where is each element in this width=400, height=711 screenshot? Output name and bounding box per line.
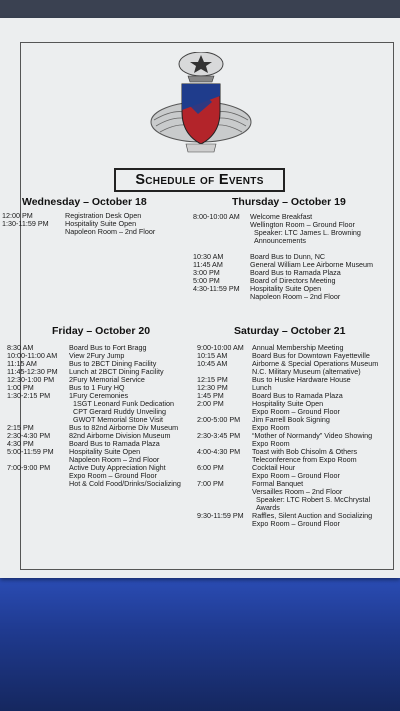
event-description: Hospitality Suite Open <box>65 219 137 228</box>
event-description: Active Duty Appreciation Night <box>69 463 166 472</box>
event-description: Board Bus to Ramada Plaza <box>250 268 341 277</box>
event-time <box>7 408 69 416</box>
event-time: 4:00-4:30 PM <box>197 447 241 456</box>
event-description: Board of Directors Meeting <box>250 276 336 285</box>
schedule-friday <box>7 344 193 488</box>
event-time: 11:45-12:30 PM <box>7 367 58 376</box>
event-time <box>193 221 250 229</box>
event-description: Bus to 2BCT Dining Facility <box>69 359 157 368</box>
event-time <box>7 472 69 480</box>
event-time: 10:45 AM <box>197 359 228 368</box>
event-description: GWOT Memorial Stone Visit <box>73 415 164 424</box>
event-description: Versailles Room – 2nd Floor <box>252 487 343 496</box>
event-description: Speaker: LTC James L. Browning <box>254 228 361 237</box>
event-time: 1:30-2:15 PM <box>7 391 51 400</box>
event-time: 4:30 PM <box>7 439 34 448</box>
unit-crest-with-airborne-wings-icon <box>146 52 256 162</box>
event-description: Lunch at 2BCT Dining Facility <box>69 367 164 376</box>
event-description: Hot & Cold Food/Drinks/Socializing <box>69 479 181 488</box>
schedule-row <box>197 432 397 440</box>
event-time <box>197 488 252 496</box>
event-description: Board Bus to Fort Bragg <box>69 343 147 352</box>
event-time: 8:30 AM <box>7 343 34 352</box>
event-description: Teleconference from Expo Room <box>252 455 357 464</box>
event-time: 3:00 PM <box>193 268 220 277</box>
event-time <box>7 480 69 488</box>
event-description: View 2Fury Jump <box>69 351 125 360</box>
event-time <box>2 228 65 236</box>
event-time <box>193 293 250 301</box>
event-description: Hospitality Suite Open <box>250 284 322 293</box>
event-description: Cocktail Hour <box>252 463 296 472</box>
event-description: Board Bus to Dunn, NC <box>250 252 326 261</box>
event-time <box>193 229 250 237</box>
schedule-row <box>197 456 397 464</box>
event-description: Expo Room – Ground Floor <box>252 519 340 528</box>
event-description: 1Fury Ceremonies <box>69 391 129 400</box>
event-time <box>197 496 252 504</box>
event-time: 12:15 PM <box>197 375 228 384</box>
event-description: Announcements <box>254 236 306 245</box>
event-time <box>7 400 69 408</box>
schedule-wednesday <box>2 212 194 236</box>
event-description: Board Bus to Ramada Plaza <box>69 439 160 448</box>
event-description: Napoleon Room – 2nd Floor <box>65 227 156 236</box>
event-description: Jim Farrell Book Signing <box>252 415 330 424</box>
event-description: CPT Gerard Ruddy Unveiling <box>73 407 166 416</box>
event-description: Bus to 82nd Airborne Div Museum <box>69 423 179 432</box>
event-description: 1SGT Leonard Funk Dedication <box>73 399 174 408</box>
event-description: Raffles, Silent Auction and Socializing <box>252 511 373 520</box>
event-description: Wellington Room – Ground Floor <box>250 220 355 229</box>
event-time: 2:30-4:30 PM <box>7 431 51 440</box>
event-time: 12:30-1:00 PM <box>7 375 55 384</box>
day-heading-friday: Friday – October 20 <box>52 325 151 337</box>
event-description: Expo Room – Ground Floor <box>69 471 157 480</box>
event-description: Board Bus for Downtown Fayetteville <box>252 351 370 360</box>
event-description: Napoleon Room – 2nd Floor <box>250 292 341 301</box>
event-description: Registration Desk Open <box>65 211 142 220</box>
event-description: 2Fury Memorial Service <box>69 375 145 384</box>
event-description: Board Bus to Ramada Plaza <box>252 391 343 400</box>
event-time <box>193 237 250 245</box>
event-description: Expo Room <box>252 439 290 448</box>
event-description: Bus to Huske Hardware House <box>252 375 351 384</box>
event-description: Expo Room <box>252 423 290 432</box>
event-time: 2:00 PM <box>197 399 224 408</box>
event-description: 82nd Airborne Division Museum <box>69 431 171 440</box>
event-time: 11:45 AM <box>193 260 223 269</box>
event-time: 9:30-11:59 PM <box>197 511 244 520</box>
event-time: 5:00-11:59 PM <box>7 447 54 456</box>
background-top-strip <box>0 0 400 20</box>
event-time: 2:15 PM <box>7 423 34 432</box>
event-description: Hospitality Suite Open <box>69 447 141 456</box>
event-time: 2:30-3:45 PM <box>197 431 241 440</box>
schedule-row <box>2 228 194 236</box>
event-time: 12:30 PM <box>197 383 228 392</box>
event-description: Napoleon Room – 2nd Floor <box>69 455 160 464</box>
event-description: “Mother of Normandy” Video Showing <box>252 431 373 440</box>
event-time: 1:30-11:59 PM <box>2 219 49 228</box>
schedule-row <box>197 520 397 528</box>
event-description: Annual Membership Meeting <box>252 343 344 352</box>
event-description: Formal Banquet <box>252 479 304 488</box>
schedule-row <box>193 293 393 301</box>
event-time: 2:00-5:00 PM <box>197 415 241 424</box>
event-time: 4:30-11:59 PM <box>193 284 240 293</box>
schedule-row <box>197 496 397 504</box>
event-time: 6:00 PM <box>197 463 224 472</box>
day-heading-wednesday: Wednesday – October 18 <box>22 196 147 208</box>
event-description: N.C. Military Museum (alternative) <box>252 367 361 376</box>
event-time: 7:00-9:00 PM <box>7 463 51 472</box>
event-time: 12:00 PM <box>2 211 33 220</box>
event-time: 1:45 PM <box>197 391 224 400</box>
schedule-thursday <box>193 213 393 301</box>
schedule-row <box>193 237 393 245</box>
event-time: 10:15 AM <box>197 351 228 360</box>
event-description: Airborne & Special Operations Museum <box>252 359 379 368</box>
event-time: 7:00 PM <box>197 479 224 488</box>
event-description: Speaker: LTC Robert S. McChrystal <box>256 495 371 504</box>
schedule-saturday <box>197 344 397 528</box>
event-time: 10:30 AM <box>193 252 224 261</box>
schedule-paper <box>0 18 400 578</box>
event-time: 1:00 PM <box>7 383 34 392</box>
event-description: Toast with Bob Chisolm & Others <box>252 447 358 456</box>
day-heading-saturday: Saturday – October 21 <box>234 325 346 337</box>
schedule-row <box>197 416 397 424</box>
background-blue-surface <box>0 578 400 711</box>
event-description: Hospitality Suite Open <box>252 399 324 408</box>
event-time <box>197 520 252 528</box>
event-time: 9:00-10:00 AM <box>197 343 244 352</box>
event-description: Expo Room – Ground Floor <box>252 407 340 416</box>
event-time: 10:00-11:00 AM <box>7 351 58 360</box>
event-time: 11:15 AM <box>7 359 37 368</box>
schedule-row <box>7 480 193 488</box>
event-description: Expo Room – Ground Floor <box>252 471 340 480</box>
day-heading-thursday: Thursday – October 19 <box>232 196 346 208</box>
event-description: Awards <box>256 503 280 512</box>
event-description: Lunch <box>252 383 272 392</box>
schedule-title: Schedule of Events <box>114 168 285 192</box>
event-description: Bus to 1 Fury HQ <box>69 383 125 392</box>
event-description: Welcome Breakfast <box>250 212 313 221</box>
event-time: 8:00-10:00 AM <box>193 212 240 221</box>
event-description: General William Lee Airborne Museum <box>250 260 374 269</box>
event-time: 5:00 PM <box>193 276 220 285</box>
